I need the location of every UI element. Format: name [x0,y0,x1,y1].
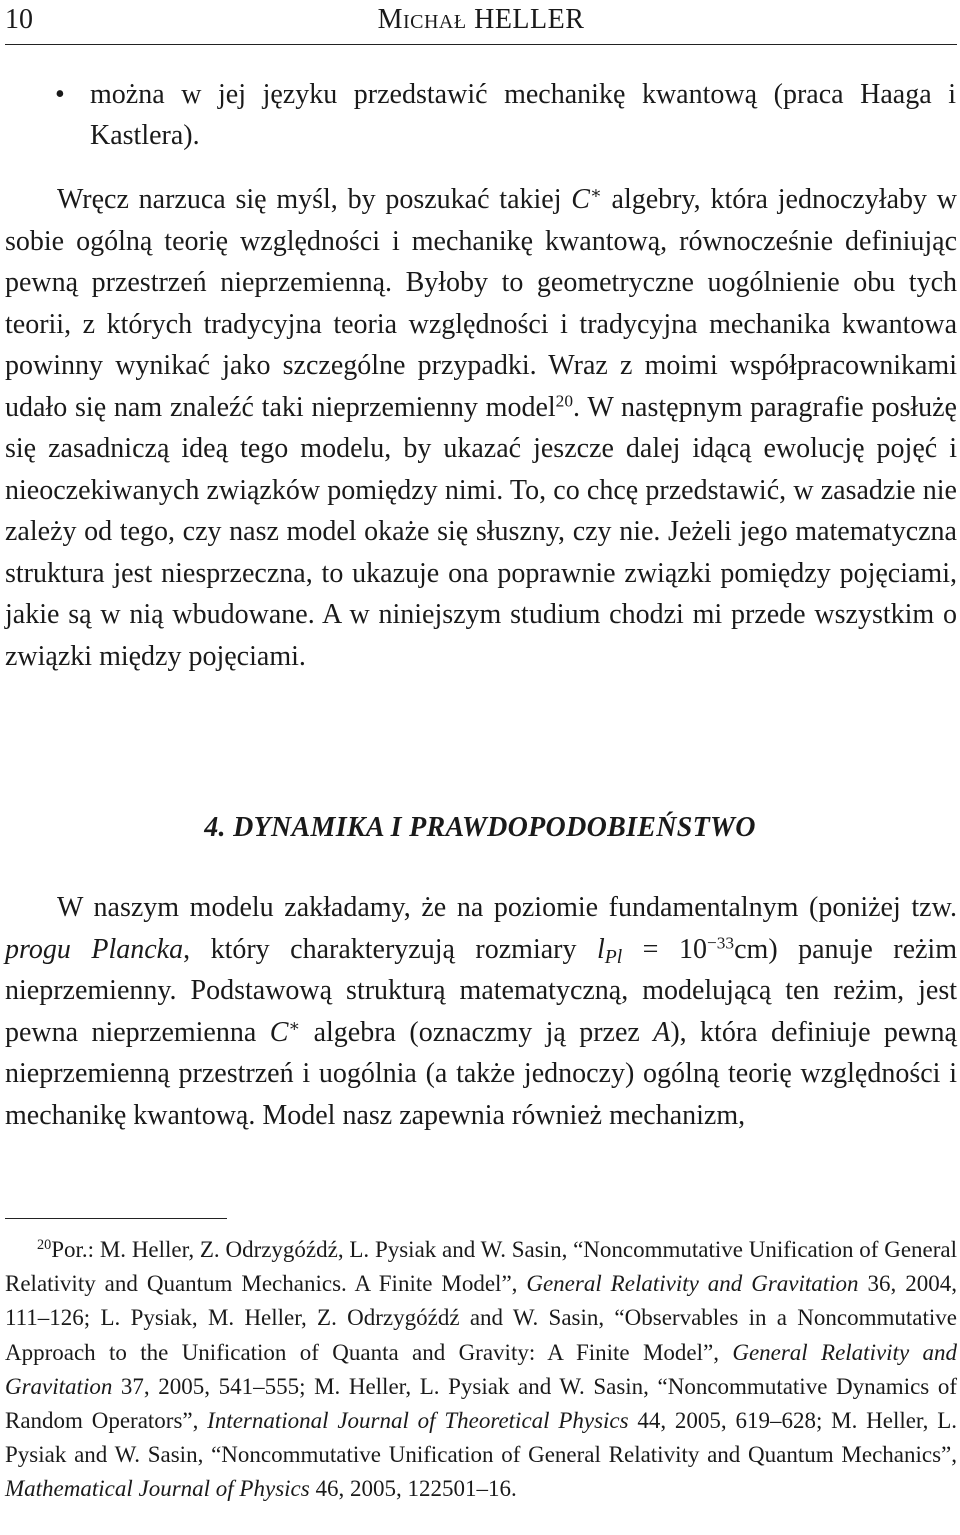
p1-text-c: . W następnym paragrafie posłużę się zasadniczą ideą tego modelu, by ukazać jeszcze dalej idącą ewolucję pojęć i nieoczekiwanych związków pomiędzy nimi. To, co chcę przedstawić, w zasadzie nie zależy od tego, czy nasz model okaże się słuszny, czy nie. Jeżeli jego matematyczna struktura jest niesprzeczna, to ukazuje ona poprawnie związki pomiędzy pojęciami, jakie są w nią wbudowane. A w niniejszym studium chodzi mi przede wszystkim o związki między pojęciami. [5,391,957,672]
paragraph-2 [5,887,957,1136]
planck-subscript: Pl [604,946,623,968]
footnote-text-2: 36, 2004, 111–126; L. Pysiak, M. Heller, Z. Odrzygóźdź and W. Sasin, “Observables in a Noncommutative Approach to the Unification of Quanta and Gravity: A Finite Model”, [5,1271,957,1365]
journal-title-3: International Journal of Theoretical Physics [207,1408,629,1434]
footnote-text-1: Por.: M. Heller, Z. Odrzygóźdź, L. Pysiak and W. Sasin, “Noncommutative Unification of General Relativity and Quantum Mechanics. A Finite Model”, [5,1237,957,1297]
p1-text-b: algebry, która jednoczyłaby w sobie ogólną teorię względności i mechanikę kwantową, równocześnie definiując pewną przestrzeń nieprzemienną. Byłoby to geometryczne uogólnienie obu tych teorii, z których tradycyjna teoria względności i tradycyjna mechanika kwantowa powinny wynikać jako szczególne przypadki. Wraz z moimi współpracownikami udało się nam znaleźć taki nieprzemienny model [5,184,957,423]
algebra-a-symbol: A [653,1016,671,1048]
exponent: −33 [706,932,735,952]
p2-text-b: , który charakteryzują rozmiary [183,933,597,965]
footnote-ref-20[interactable]: 20 [555,390,574,410]
p2-text-e: ), która definiuje pewną nieprzemienną przestrzeń i uogólnia (a także jednoczy) ogólną teorię względności i mechanikę kwantową. Model nasz zapewnia również mechanizm, [5,1016,957,1131]
p2-text-a: W naszym modelu zakładamy, że na poziomie fundamentalnym (poniżej tzw. [57,892,957,923]
c-star-symbol: C [571,184,590,215]
journal-title-1: General Relativity and Gravitation [526,1271,859,1297]
planck-threshold-term: progu Plancka [5,933,184,965]
footnote-number: 20 [37,1237,52,1254]
running-head-author [5,4,957,36]
bullet-icon: • [55,79,65,110]
footnote-text-3: 37, 2005, 541–555; M. Heller, L. Pysiak and W. Sasin, “Noncommutative Dynamics of Random Operators”, [5,1373,957,1434]
bullet-text: można w jej języku przedstawić mechanikę kwantową (praca Haaga i Kastlera). [90,79,956,151]
star-superscript: ∗ [589,183,602,203]
footnote-text-4: 44, 2005, 619–628; M. Heller, L. Pysiak and W. Sasin, “Noncommutative Unification of General Relativity and Quantum Mechanics”, [5,1408,958,1468]
author-last-name: HELLER [474,4,585,35]
page-number: 10 [5,4,33,35]
paragraph-1 [5,179,957,677]
p2-text-c: cm) panuje reżim nieprzemienny. Podstawową strukturą matematyczną, modelującą ten reżim, jest pewna nieprzemienna [5,933,957,1048]
p2-text-d: algebra (oznaczmy ją przez [300,1016,654,1048]
footnote-text-5: 46, 2005, 122501–16. [309,1476,517,1502]
running-header [5,0,957,45]
journal-title-4: Mathematical Journal of Physics [5,1476,310,1502]
footnote-divider [5,1218,227,1219]
planck-length-symbol: l [596,933,605,965]
footnote-20 [5,1233,957,1507]
c-star-symbol-2: C [269,1016,289,1048]
author-first-name: Michał [377,4,467,35]
p1-text-a: Wręcz narzuca się myśl, by poszukać takiej [57,184,572,215]
journal-title-2: General Relativity and Gravitation [5,1339,957,1399]
equals-ten: = 10 [622,933,707,965]
section-heading: 4. DYNAMIKA I PRAWDOPODOBIEŃSTWO [204,812,756,843]
star-superscript-2: ∗ [288,1015,301,1035]
